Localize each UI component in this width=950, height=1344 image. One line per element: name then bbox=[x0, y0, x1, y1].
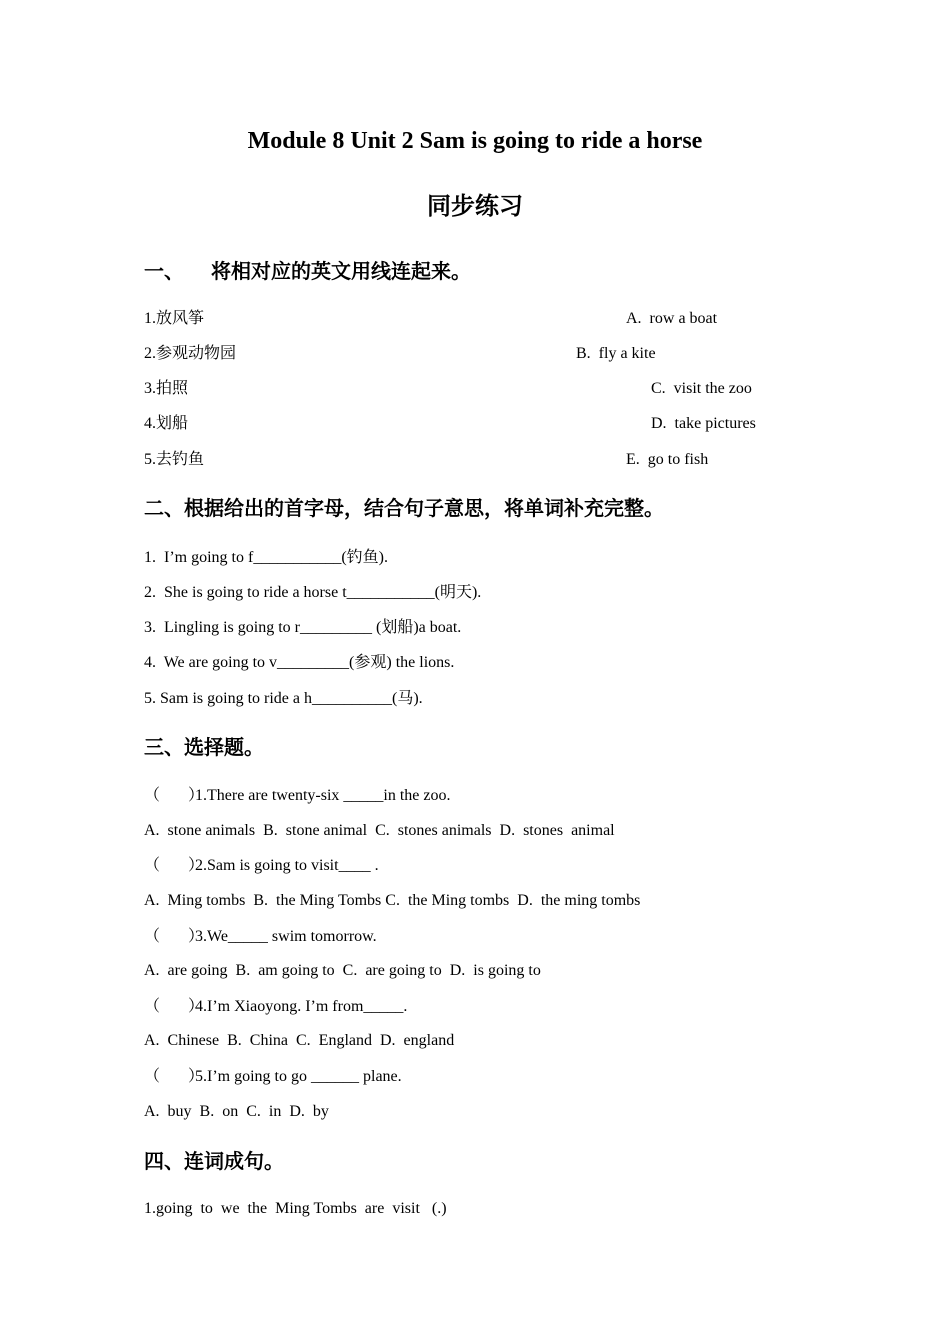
choice-question bbox=[144, 996, 407, 1018]
choice-options: A. are going B. am going to C. are going to D. is going to bbox=[144, 962, 541, 979]
choice-options: A. Ming tombs B. the Ming Tombs C. the Ming tombs D. the ming tombs bbox=[144, 892, 641, 909]
section1-number: 一、 bbox=[144, 259, 184, 283]
fill-in-item: 4. We are going to v_________(参观) the lions. bbox=[144, 654, 455, 671]
match-right-item: E. go to fish bbox=[626, 451, 709, 468]
match-right-item: A. row a boat bbox=[626, 310, 718, 327]
section1-heading bbox=[144, 258, 471, 284]
choice-question bbox=[144, 926, 377, 948]
choice-options: A. Chinese B. China C. England D. england bbox=[144, 1032, 455, 1049]
fill-in-item: 5. Sam is going to ride a h__________(马). bbox=[144, 690, 423, 707]
match-left-item: 3.拍照 bbox=[144, 380, 189, 397]
match-right-item: C. visit the zoo bbox=[651, 380, 752, 397]
section2-heading: 二、根据给出的首字母，结合句子意思，将单词补充完整。 bbox=[144, 496, 664, 520]
fill-in-item: 3. Lingling is going to r_________ (划船)a boat. bbox=[144, 619, 462, 636]
page-title: Module 8 Unit 2 Sam is going to ride a horse bbox=[247, 128, 703, 154]
answer-bracket: （ ） bbox=[144, 787, 205, 804]
answer-bracket: （ ） bbox=[144, 998, 205, 1015]
question-text: 4.I’m Xiaoyong. I’m from_____. bbox=[195, 998, 408, 1015]
answer-bracket: （ ） bbox=[144, 928, 205, 945]
section1-instruction: 将相对应的英文用线连起来。 bbox=[211, 259, 471, 283]
choice-options: A. buy B. on C. in D. by bbox=[144, 1103, 329, 1120]
choice-options: A. stone animals B. stone animal C. stones animals D. stones animal bbox=[144, 822, 615, 839]
fill-in-item: 1. I’m going to f___________(钓鱼). bbox=[144, 549, 388, 566]
question-text: 3.We_____ swim tomorrow. bbox=[195, 928, 377, 945]
question-text: 1.There are twenty-six _____in the zoo. bbox=[195, 787, 451, 804]
match-right-item: D. take pictures bbox=[651, 415, 756, 432]
question-text: 2.Sam is going to visit____ . bbox=[195, 857, 379, 874]
fill-in-item: 2. She is going to ride a horse t___________(明天). bbox=[144, 584, 482, 601]
choice-question bbox=[144, 785, 450, 807]
answer-bracket: （ ） bbox=[144, 1068, 205, 1085]
match-right-item: B. fly a kite bbox=[576, 345, 656, 362]
question-text: 5.I’m going to go ______ plane. bbox=[195, 1068, 402, 1085]
answer-bracket: （ ） bbox=[144, 857, 205, 874]
match-left-item: 2.参观动物园 bbox=[144, 345, 237, 362]
choice-question bbox=[144, 1066, 402, 1088]
match-left-item: 4.划船 bbox=[144, 415, 189, 432]
section4-heading: 四、连词成句。 bbox=[144, 1149, 284, 1173]
match-left-item: 5.去钓鱼 bbox=[144, 451, 205, 468]
choice-question bbox=[144, 855, 379, 877]
match-left-item: 1.放风筝 bbox=[144, 310, 205, 327]
reorder-item: 1.going to we the Ming Tombs are visit (.) bbox=[144, 1200, 447, 1217]
section3-heading: 三、选择题。 bbox=[144, 735, 264, 759]
page-subtitle: 同步练习 bbox=[427, 192, 523, 220]
